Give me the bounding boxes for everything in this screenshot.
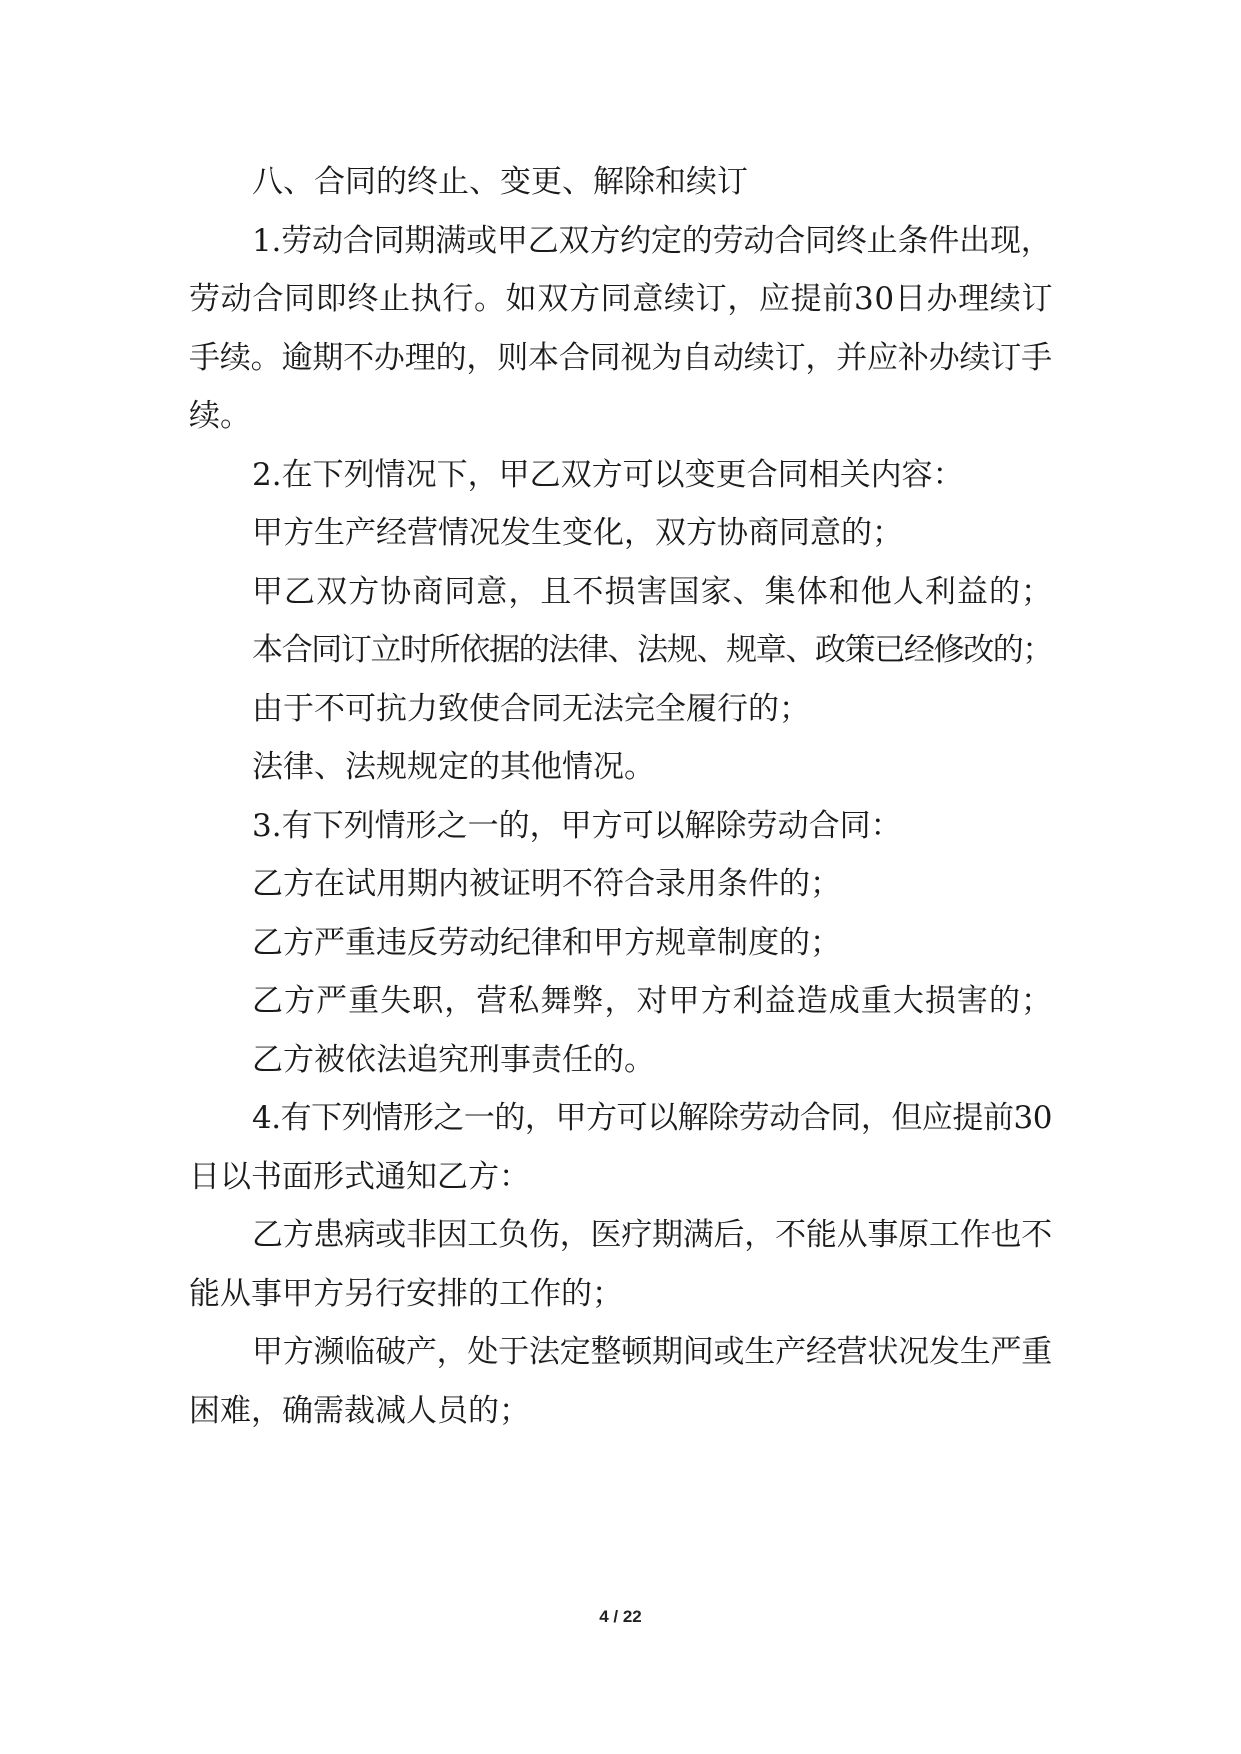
list-item: 乙方被依法追究刑事责任的。 (252, 1042, 655, 1078)
list-item: 本合同订立时所依据的法律、法规、规章、政策已经修改的； (252, 632, 1052, 668)
paragraph-line: 4.有下列情形之一的，甲方可以解除劳动合同，但应提前30 (252, 1100, 1053, 1136)
list-item: 甲乙双方协商同意，且不损害国家、集体和他人利益的； (252, 574, 1054, 610)
paragraph-line: 劳动合同即终止执行。如双方同意续订，应提前30日办理续订 (189, 281, 1054, 317)
list-item: 法律、法规规定的其他情况。 (252, 749, 655, 785)
list-item: 乙方患病或非因工负伤，医疗期满后，不能从事原工作也不 (252, 1217, 1052, 1253)
list-item: 乙方在试用期内被证明不符合录用条件的； (252, 866, 841, 902)
list-item: 能从事甲方另行安排的工作的； (189, 1276, 623, 1312)
paragraph-line: 2.在下列情况下，甲乙双方可以变更合同相关内容： (252, 457, 964, 493)
paragraph-line: 1.劳动合同期满或甲乙双方约定的劳动合同终止条件出现， (252, 223, 1052, 259)
paragraph-line: 手续。逾期不办理的，则本合同视为自动续订，并应补办续订手 (189, 340, 1052, 376)
list-item: 乙方严重违反劳动纪律和甲方规章制度的； (252, 925, 841, 961)
list-item: 甲方濒临破产，处于法定整顿期间或生产经营状况发生严重 (252, 1334, 1052, 1370)
page-number: 4 / 22 (599, 1607, 642, 1626)
list-item: 由于不可抗力致使合同无法完全履行的； (252, 691, 810, 727)
paragraph-line: 续。 (189, 398, 251, 434)
list-item: 乙方严重失职，营私舞弊，对甲方利益造成重大损害的； (252, 983, 1054, 1019)
paragraph-line: 3.有下列情形之一的，甲方可以解除劳动合同： (252, 808, 902, 844)
list-item: 甲方生产经营情况发生变化，双方协商同意的； (252, 515, 903, 551)
list-item: 困难，确需裁减人员的； (189, 1393, 530, 1429)
section-heading: 八、合同的终止、变更、解除和续订 (252, 164, 748, 200)
paragraph-line: 日以书面形式通知乙方： (189, 1159, 530, 1195)
